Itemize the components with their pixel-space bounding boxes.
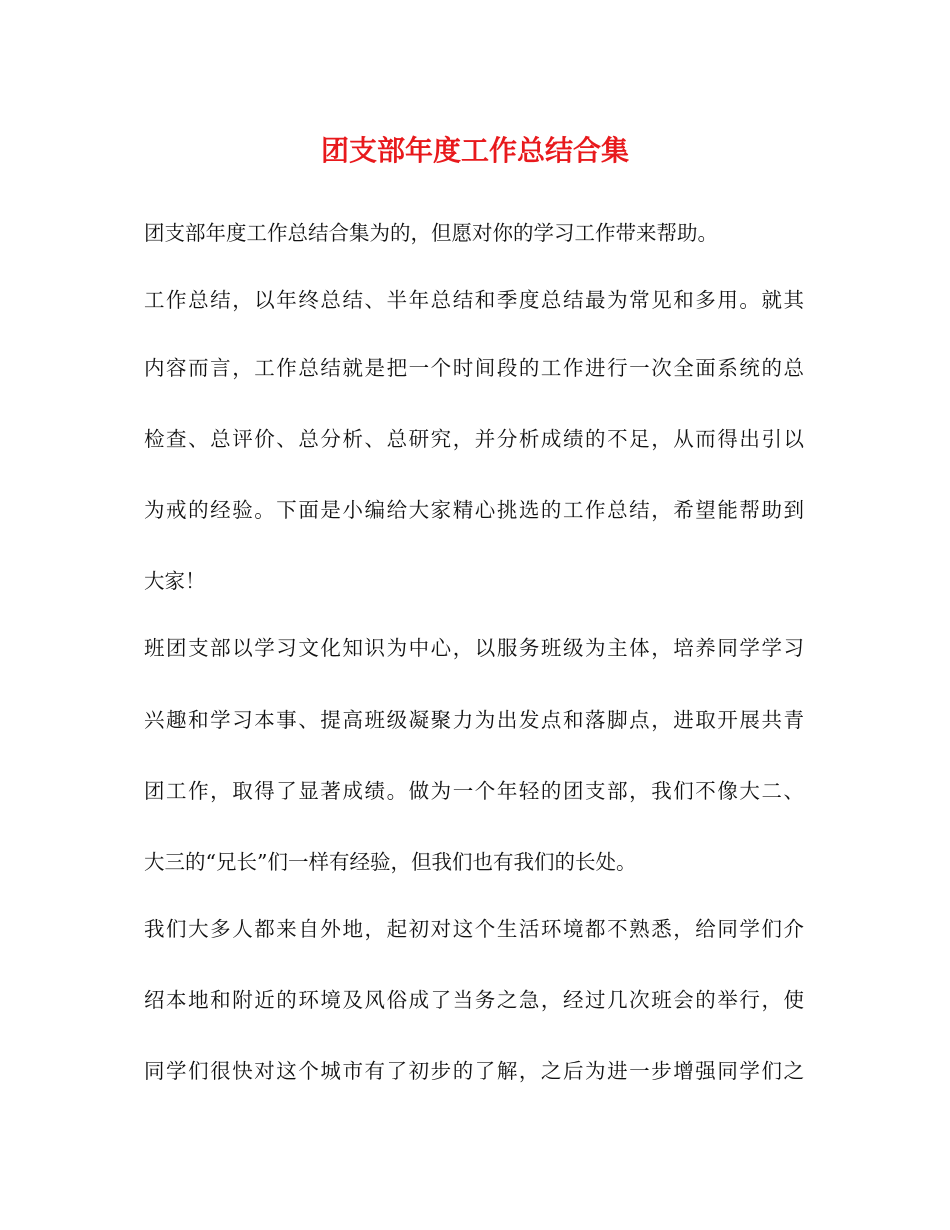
- intro-line: 团支部年度工作总结合集为的，但愿对你的学习工作带来帮助。: [144, 221, 718, 245]
- body-line: 为戒的经验。下面是小编给大家精心挑选的工作总结，希望能帮助到: [144, 498, 804, 522]
- body-line: 班团支部以学习文化知识为中心，以服务班级为主体，培养同学学习: [144, 636, 804, 660]
- body-line: 绍本地和附近的环境及风俗成了当务之急，经过几次班会的举行，使: [144, 988, 804, 1012]
- document-title: 团支部年度工作总结合集: [320, 134, 629, 167]
- body-line: 大家！: [144, 569, 206, 593]
- body-line: 团工作，取得了显著成绩。做为一个年轻的团支部，我们不像大二、: [144, 779, 804, 803]
- body-line: 大三的“兄长”们一样有经验，但我们也有我们的长处。: [144, 850, 637, 874]
- body-line: 我们大多人都来自外地，起初对这个生活环境都不熟悉，给同学们介: [144, 917, 804, 941]
- body-line: 内容而言，工作总结就是把一个时间段的工作进行一次全面系统的总: [144, 356, 804, 380]
- body-line: 检查、总评价、总分析、总研究，并分析成绩的不足，从而得出引以: [144, 427, 804, 451]
- body-line: 兴趣和学习本事、提高班级凝聚力为出发点和落脚点，进取开展共青: [144, 708, 804, 732]
- body-line: 同学们很快对这个城市有了初步的了解，之后为进一步增强同学们之: [144, 1059, 804, 1083]
- body-line: 工作总结，以年终总结、半年总结和季度总结最为常见和多用。就其: [144, 288, 804, 312]
